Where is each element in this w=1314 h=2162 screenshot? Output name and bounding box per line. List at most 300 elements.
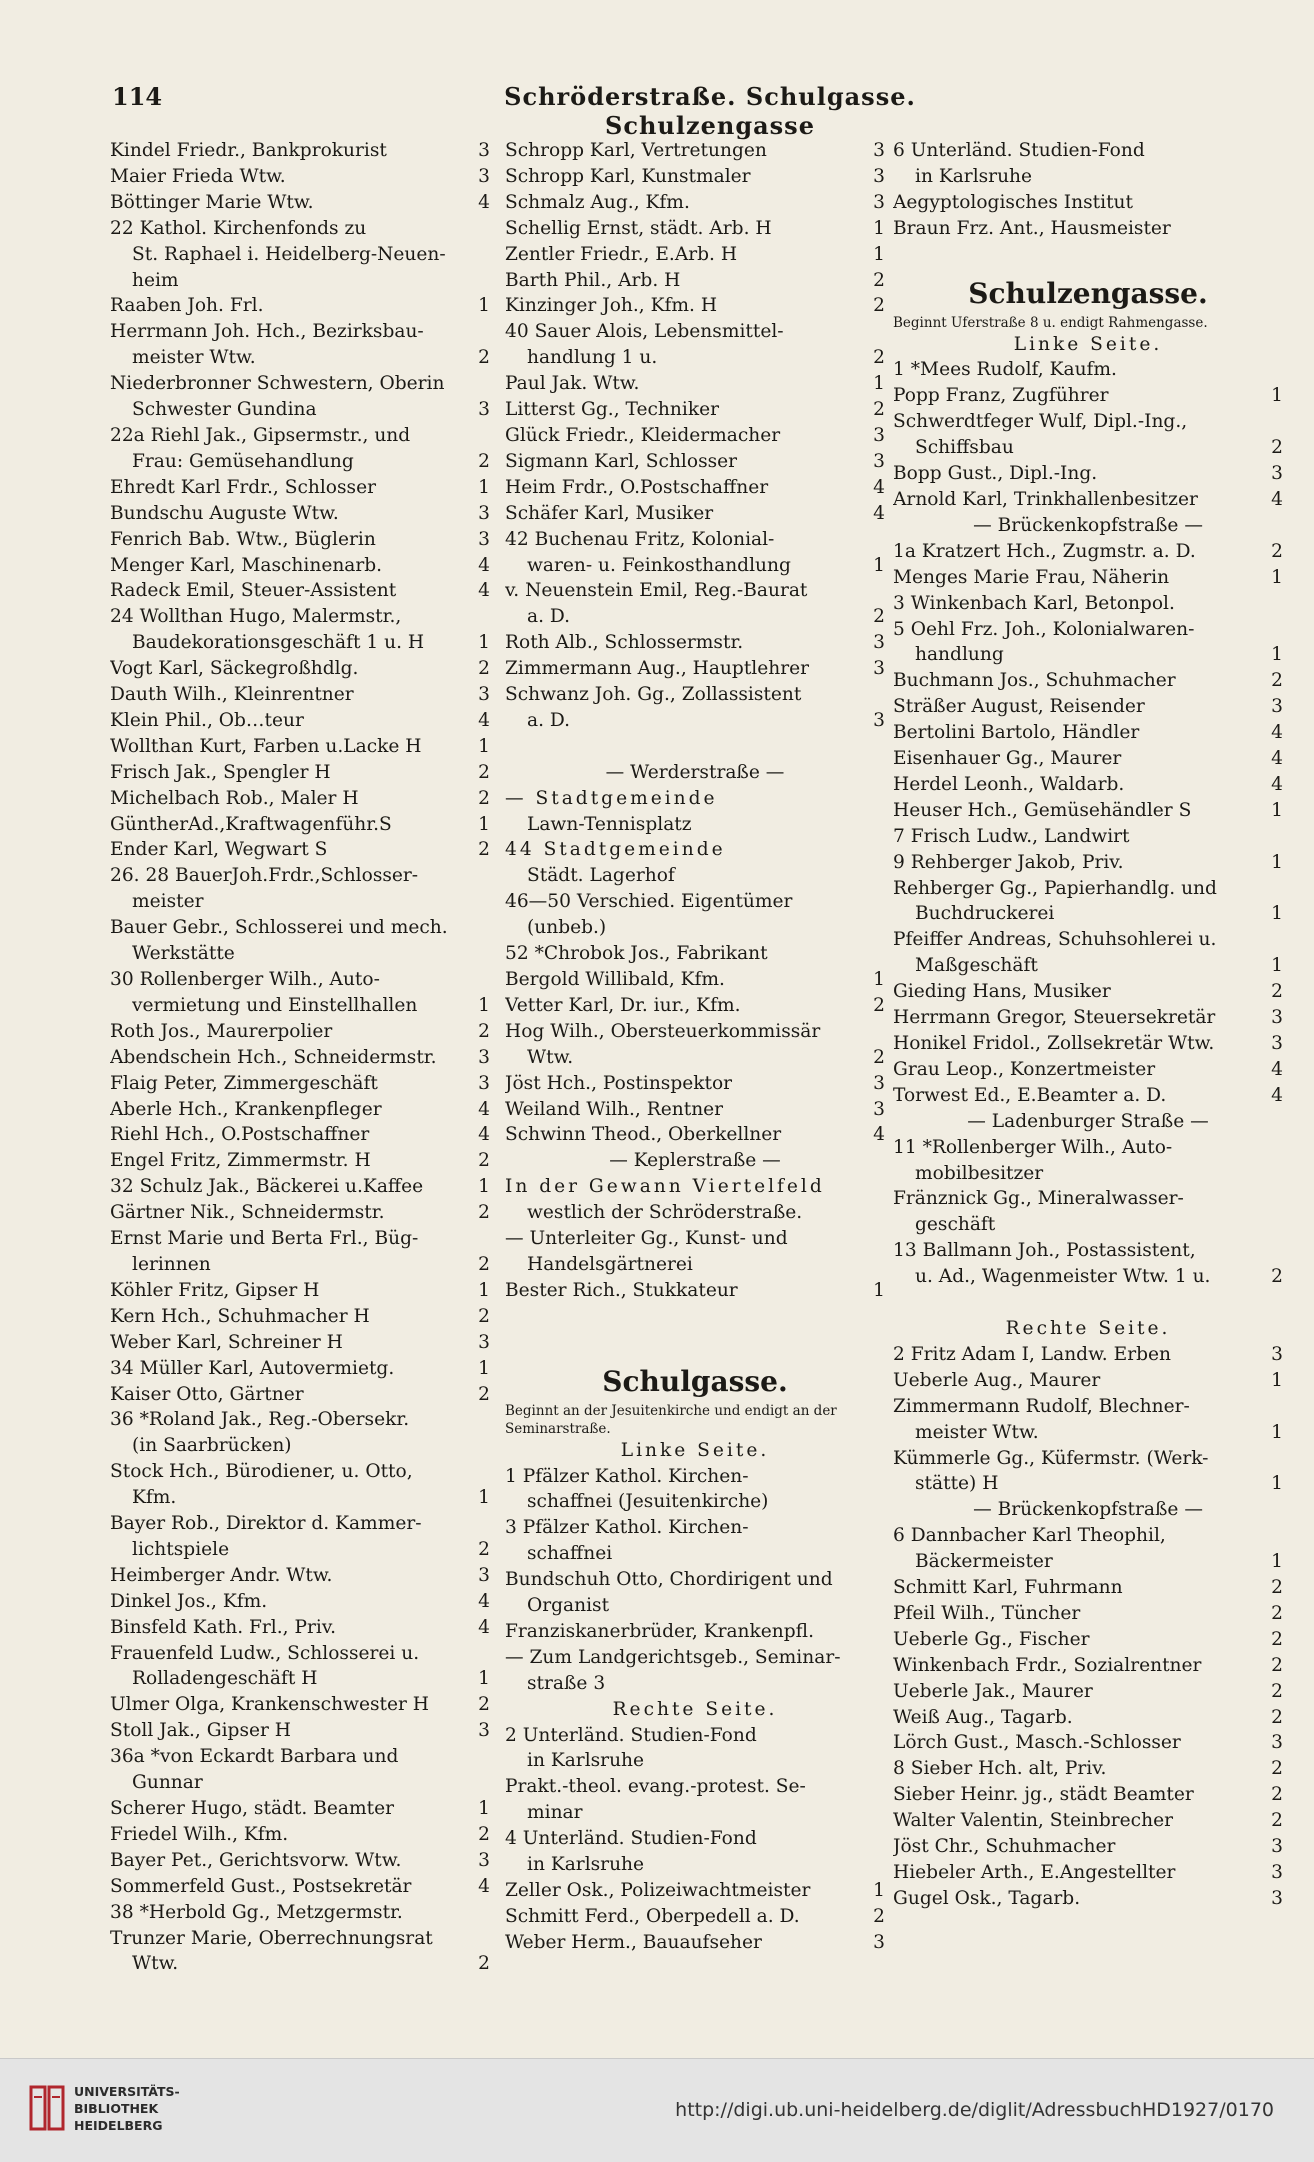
entry-text: 42 Buchenau Fritz, Kolonial-	[505, 528, 775, 550]
entry-text: Schwinn Theod., Oberkellner	[505, 1124, 782, 1146]
entry-text: Sieber Heinr. jg., städt Beamter	[893, 1784, 1194, 1806]
entry-text: 26. 28 BauerJoh.Frdr.,Schlosser-	[110, 865, 419, 887]
directory-line	[893, 1264, 1283, 1290]
directory-line	[110, 578, 490, 604]
floor-number: 1	[478, 1487, 490, 1509]
floor-number: 2	[1271, 1680, 1283, 1702]
directory-line	[110, 475, 490, 501]
floor-number	[871, 1593, 885, 1619]
entry-text: 52 *Chrobok Jos., Fabrikant	[505, 943, 768, 965]
entry-text: — Stadtgemeinde	[505, 787, 718, 809]
floor-number: 4	[478, 191, 490, 213]
directory-line	[893, 1005, 1283, 1031]
entry-text: Arnold Karl, Trinkhallenbesitzer	[893, 488, 1198, 510]
entry-text: Radeck Emil, Steuer-Assistent	[110, 580, 397, 602]
floor-number	[476, 863, 490, 889]
entry-text: vermietung und Einstellhallen	[132, 994, 418, 1016]
directory-line	[505, 1464, 885, 1490]
floor-number: 1	[478, 813, 490, 835]
floor-number	[1269, 1523, 1283, 1549]
entry-text: Bopp Gust., Dipl.-Ing.	[893, 463, 1098, 485]
directory-line	[505, 138, 885, 164]
directory-line	[505, 1097, 885, 1123]
directory-line	[110, 1433, 490, 1459]
entry-text: Kern Hch., Schuhmacher H	[110, 1305, 370, 1327]
entry-text: Heim Frdr., O.Postschaffner	[505, 476, 769, 498]
entry-text: In der Gewann Viertelfeld	[505, 1176, 825, 1198]
entry-text: Litterst Gg., Techniker	[505, 399, 719, 421]
entry-text: Dinkel Jos., Kfm.	[110, 1590, 268, 1612]
directory-line	[505, 708, 885, 734]
entry-text: Heimberger Andr. Wtw.	[110, 1564, 333, 1586]
entry-text: in Karlsruhe	[527, 1854, 645, 1876]
entry-text: Menges Marie Frau, Näherin	[893, 566, 1170, 588]
directory-line	[893, 1756, 1283, 1782]
directory-line	[893, 539, 1283, 565]
floor-number: 1	[478, 1668, 490, 1690]
entry-text: Bundschuh Otto, Chordirigent und	[505, 1569, 833, 1591]
directory-line	[505, 1904, 885, 1930]
floor-number	[1269, 824, 1283, 850]
floor-number	[1269, 876, 1283, 902]
floor-number	[1269, 1161, 1283, 1187]
floor-number: 3	[1271, 1007, 1283, 1029]
directory-line	[505, 190, 885, 216]
directory-line	[893, 1834, 1283, 1860]
directory-line	[893, 1186, 1283, 1212]
entry-text: 1a Kratzert Hch., Zugmstr. a. D.	[893, 540, 1196, 562]
entry-text: schaffnei	[527, 1543, 613, 1565]
floor-number	[871, 1515, 885, 1541]
floor-number: 2	[873, 1046, 885, 1068]
directory-line	[893, 1808, 1283, 1834]
directory-line	[505, 527, 885, 553]
entry-text: Herdel Leonh., Waldarb.	[893, 773, 1125, 795]
directory-line	[110, 1278, 490, 1304]
entry-text: — Brückenkopfstraße —	[973, 1499, 1203, 1521]
floor-number: 2	[478, 1020, 490, 1042]
directory-line	[110, 1356, 490, 1382]
directory-line	[893, 1290, 1283, 1316]
entry-text: 32 Schulz Jak., Bäckerei u.Kaffee	[110, 1176, 424, 1198]
floor-number: 1	[1271, 955, 1283, 977]
directory-line	[110, 1148, 490, 1174]
floor-number: 2	[1271, 540, 1283, 562]
directory-line	[505, 293, 885, 319]
directory-line	[893, 1446, 1283, 1472]
section-label	[505, 1438, 885, 1464]
floor-number	[1269, 409, 1283, 435]
floor-number	[1269, 927, 1283, 953]
directory-line	[110, 1045, 490, 1071]
floor-number: 1	[1271, 903, 1283, 925]
entry-text: 38 *Herbold Gg., Metzgermstr.	[110, 1901, 403, 1923]
floor-number: 2	[478, 1253, 490, 1275]
entry-text: Bertolini Bartolo, Händler	[893, 722, 1140, 744]
entry-text: 2 Unterländ. Studien-Fond	[505, 1724, 757, 1746]
directory-line	[505, 1826, 885, 1852]
directory-line	[505, 1402, 885, 1438]
directory-line	[110, 889, 490, 915]
floor-number	[476, 1641, 490, 1667]
floor-number: 3	[478, 165, 490, 187]
entry-text: handlung	[915, 644, 1004, 666]
floor-number	[1269, 1212, 1283, 1238]
floor-number: 2	[478, 1953, 490, 1975]
directory-line	[893, 1627, 1283, 1653]
floor-number: 3	[478, 1046, 490, 1068]
floor-number: 3	[478, 1331, 490, 1353]
directory-line	[893, 435, 1283, 461]
directory-line	[110, 371, 490, 397]
directory-line	[505, 397, 885, 423]
directory-line	[505, 1278, 885, 1304]
directory-line	[893, 1679, 1283, 1705]
library-book-icon	[28, 2083, 66, 2133]
floor-number: 3	[873, 140, 885, 161]
entry-text: westlich der Schröderstraße.	[527, 1202, 803, 1224]
floor-number: 1	[478, 994, 490, 1016]
floor-number: 2	[1271, 1577, 1283, 1599]
entry-text: 8 Sieber Hch. alt, Priv.	[893, 1758, 1107, 1780]
entry-text: Aegyptologisches Institut	[893, 191, 1133, 213]
floor-number	[476, 319, 490, 345]
directory-line	[893, 1601, 1283, 1627]
directory-line	[110, 1226, 490, 1252]
floor-number: 2	[1271, 1784, 1283, 1806]
floor-number	[871, 786, 885, 812]
street-heading	[893, 274, 1283, 314]
directory-line	[893, 1575, 1283, 1601]
entry-text: 11 *Rollenberger Wilh., Auto-	[893, 1136, 1173, 1158]
floor-number	[871, 1723, 885, 1749]
entry-text: Ueberle Aug., Maurer	[893, 1369, 1101, 1391]
floor-number: 4	[1271, 1058, 1283, 1080]
directory-line	[505, 1619, 885, 1645]
floor-number	[476, 216, 490, 242]
directory-line	[110, 527, 490, 553]
directory-line	[505, 604, 885, 630]
floor-number: 3	[478, 1849, 490, 1871]
floor-number	[871, 889, 885, 915]
entry-text: Kinzinger Joh., Kfm. H	[505, 295, 718, 317]
floor-number	[476, 1407, 490, 1433]
floor-number	[871, 1671, 885, 1697]
street-heading	[505, 1362, 885, 1402]
entry-text: Barth Phil., Arb. H	[505, 269, 681, 291]
directory-line	[893, 461, 1283, 487]
floor-number	[476, 1770, 490, 1796]
directory-line	[893, 565, 1283, 591]
floor-number: 3	[1271, 696, 1283, 718]
directory-line	[893, 772, 1283, 798]
entry-text: Weiland Wilh., Rentner	[505, 1098, 724, 1120]
directory-line	[110, 1718, 490, 1744]
floor-number	[871, 1645, 885, 1671]
logo-line: HEIDELBERG	[74, 2118, 163, 2133]
floor-number: 1	[873, 373, 885, 395]
floor-number: 1	[1271, 385, 1283, 407]
directory-line	[505, 993, 885, 1019]
entry-text: Pfeiffer Andreas, Schuhsohlerei u.	[893, 929, 1217, 951]
directory-line	[893, 1083, 1283, 1109]
floor-number	[476, 604, 490, 630]
directory-line	[505, 734, 885, 760]
directory-line	[110, 786, 490, 812]
entry-text: Gunnar	[132, 1772, 203, 1794]
floor-number	[1269, 138, 1283, 164]
directory-line	[893, 409, 1283, 435]
directory-line	[893, 746, 1283, 772]
entry-text: Heuser Hch., Gemüsehändler S	[893, 799, 1192, 821]
floor-number: 2	[478, 1538, 490, 1560]
entry-text: Rechte Seite.	[1005, 1317, 1171, 1339]
floor-number: 2	[478, 347, 490, 369]
floor-number	[871, 682, 885, 708]
floor-number: 2	[478, 1202, 490, 1224]
floor-number: 2	[1271, 1706, 1283, 1728]
floor-number: 4	[1271, 1084, 1283, 1106]
entry-text: Klein Phil., Ob…teur	[110, 709, 304, 731]
directory-line	[110, 1407, 490, 1433]
column-left	[110, 138, 490, 1977]
floor-number: 2	[478, 761, 490, 783]
entry-text: — Brückenkopfstraße —	[973, 514, 1203, 536]
floor-number: 2	[1271, 1602, 1283, 1624]
floor-number: 4	[478, 1875, 490, 1897]
floor-number: 2	[873, 399, 885, 421]
directory-line	[110, 863, 490, 889]
entry-text: Bundschu Auguste Wtw.	[110, 502, 339, 524]
entry-text: Friedel Wilh., Kfm.	[110, 1823, 289, 1845]
floor-number	[871, 1019, 885, 1045]
floor-number: 2	[478, 450, 490, 472]
floor-number: 4	[478, 1590, 490, 1612]
directory-line	[893, 1394, 1283, 1420]
directory-line	[505, 1723, 885, 1749]
directory-line	[893, 1523, 1283, 1549]
entry-text: Roth Alb., Schlossermstr.	[505, 632, 744, 654]
floor-number: 3	[478, 399, 490, 421]
floor-number	[871, 837, 885, 863]
directory-line	[505, 1330, 885, 1356]
entry-text: Braun Frz. Ant., Hausmeister	[893, 217, 1171, 239]
directory-line	[110, 553, 490, 579]
entry-text: Schmitt Karl, Fuhrmann	[893, 1577, 1123, 1599]
directory-line	[505, 1174, 885, 1200]
floor-number	[871, 1252, 885, 1278]
entry-text: Herrmann Joh. Hch., Bezirksbau-	[110, 321, 424, 343]
entry-text: Abendschein Hch., Schneidermstr.	[110, 1046, 437, 1068]
directory-line	[505, 1489, 885, 1515]
entry-text: meister	[132, 891, 204, 913]
entry-text: Frisch Jak., Spengler H	[110, 761, 331, 783]
entry-text: Rehberger Gg., Papierhandlg. und	[893, 877, 1217, 899]
entry-text: 1 Pfälzer Kathol. Kirchen-	[505, 1465, 749, 1487]
entry-text: Schulgasse.	[602, 1364, 788, 1398]
directory-line	[505, 863, 885, 889]
directory-line	[893, 850, 1283, 876]
entry-text: Bergold Willibald, Kfm.	[505, 969, 725, 990]
logo-line: UNIVERSITÄTS-	[74, 2084, 180, 2099]
entry-text: Flaig Peter, Zimmergeschäft	[110, 1072, 378, 1094]
entry-text: lichtspiele	[132, 1538, 230, 1560]
floor-number	[871, 1619, 885, 1645]
directory-line	[893, 383, 1283, 409]
directory-line	[505, 1200, 885, 1226]
directory-line	[110, 1744, 490, 1770]
entry-text: Weber Karl, Schreiner H	[110, 1331, 343, 1353]
floor-number: 3	[478, 502, 490, 524]
directory-line	[893, 694, 1283, 720]
entry-text: 22a Riehl Jak., Gipsermstr., und	[110, 424, 411, 446]
floor-number	[871, 1774, 885, 1800]
entry-text: 7 Frisch Ludw., Landwirt	[893, 825, 1130, 847]
floor-number: 1	[478, 1357, 490, 1379]
entry-text: minar	[527, 1802, 583, 1824]
entry-text: Maßgeschäft	[915, 955, 1038, 977]
entry-text: 36a *von Eckardt Barbara und	[110, 1746, 399, 1768]
floor-number: 2	[1271, 1266, 1283, 1288]
directory-line	[893, 1342, 1283, 1368]
directory-line	[893, 190, 1283, 216]
footer-bar	[0, 2058, 1314, 2162]
floor-number: 4	[478, 1098, 490, 1120]
directory-line	[110, 812, 490, 838]
entry-text: Bäckermeister	[915, 1551, 1053, 1573]
entry-text: Kümmerle Gg., Küfermstr. (Werk-	[893, 1447, 1209, 1469]
directory-line	[505, 915, 885, 941]
directory-line	[110, 1459, 490, 1485]
entry-text: Wtw.	[527, 1046, 574, 1068]
directory-line	[893, 1549, 1283, 1575]
floor-number	[476, 423, 490, 449]
directory-line	[110, 1615, 490, 1641]
floor-number: 2	[1271, 437, 1283, 459]
entry-text: 34 Müller Karl, Autovermietg.	[110, 1357, 395, 1379]
directory-line	[110, 1822, 490, 1848]
floor-number: 4	[1271, 773, 1283, 795]
entry-text: a. D.	[527, 606, 571, 628]
directory-line	[505, 1045, 885, 1071]
floor-number: 3	[478, 1072, 490, 1094]
entry-text: 3 Winkenbach Karl, Betonpol.	[893, 592, 1175, 614]
floor-number: 1	[1271, 1369, 1283, 1391]
entry-text: — Werderstraße —	[605, 761, 785, 783]
floor-number: 1	[1271, 851, 1283, 873]
floor-number: 2	[478, 658, 490, 680]
directory-line	[893, 901, 1283, 927]
floor-number	[476, 1900, 490, 1926]
entry-text: mobilbesitzer	[915, 1162, 1044, 1184]
floor-number	[476, 915, 490, 941]
directory-line	[505, 164, 885, 190]
entry-text: Schwerdtfeger Wulf, Dipl.-Ing.,	[893, 411, 1188, 433]
directory-line	[505, 1304, 885, 1330]
directory-line	[893, 1368, 1283, 1394]
entry-text: Ehredt Karl Frdr., Schlosser	[110, 476, 376, 498]
floor-number: 2	[1271, 1628, 1283, 1650]
floor-number: 2	[1271, 670, 1283, 692]
directory-line	[110, 1097, 490, 1123]
directory-line	[110, 1485, 490, 1511]
entry-text: meister Wtw.	[132, 347, 256, 369]
directory-line	[505, 242, 885, 268]
entry-text: Kaiser Otto, Gärtner	[110, 1383, 304, 1405]
entry-text: 1 *Mees Rudolf, Kaufm.	[893, 359, 1117, 381]
entry-text: Engel Fritz, Zimmermstr. H	[110, 1150, 371, 1172]
floor-number	[476, 1226, 490, 1252]
directory-line	[505, 449, 885, 475]
entry-text: Wtw.	[132, 1953, 179, 1975]
entry-text: Schwester Gundina	[132, 399, 317, 421]
running-title: Schröderstraße. Schulgasse. Schulzengasse	[504, 82, 916, 140]
directory-line	[505, 682, 885, 708]
directory-line	[505, 1645, 885, 1671]
directory-line	[110, 1951, 490, 1977]
entry-text: Dauth Wilh., Kleinrentner	[110, 684, 354, 706]
directory-line	[110, 1589, 490, 1615]
directory-line	[505, 1878, 885, 1904]
floor-number: 2	[873, 295, 885, 317]
directory-line	[110, 319, 490, 345]
floor-number	[476, 242, 490, 268]
entry-text: Linke Seite.	[620, 1439, 770, 1461]
directory-line	[505, 1593, 885, 1619]
directory-line	[110, 138, 490, 164]
floor-number: 3	[1271, 1862, 1283, 1883]
floor-number	[871, 527, 885, 553]
floor-number: 1	[478, 1176, 490, 1198]
section-label	[505, 760, 885, 786]
directory-line	[110, 501, 490, 527]
floor-number	[871, 1541, 885, 1567]
entry-text: heim	[132, 269, 179, 291]
directory-line	[893, 1161, 1283, 1187]
entry-text: — Unterleiter Gg., Kunst- und	[505, 1228, 788, 1250]
floor-number: 4	[478, 580, 490, 602]
entry-text: Pfeil Wilh., Tüncher	[893, 1602, 1081, 1624]
floor-number	[871, 1748, 885, 1774]
floor-number: 1	[1271, 1551, 1283, 1573]
entry-text: Zimmermann Rudolf, Blechner-	[893, 1395, 1190, 1417]
entry-text: Schropp Karl, Kunstmaler	[505, 165, 751, 187]
floor-number: 1	[1271, 644, 1283, 666]
directory-line	[110, 604, 490, 630]
directory-line	[505, 1774, 885, 1800]
floor-number	[871, 812, 885, 838]
floor-number: 3	[873, 632, 885, 654]
directory-line	[110, 1122, 490, 1148]
floor-number: 2	[873, 347, 885, 369]
floor-number: 1	[1271, 566, 1283, 588]
floor-number	[871, 1464, 885, 1490]
entry-text: Prakt.-theol. evang.-protest. Se-	[505, 1776, 806, 1798]
entry-text: geschäft	[915, 1214, 996, 1236]
directory-line	[893, 357, 1283, 383]
entry-text: 6 Dannbacher Karl Theophil,	[893, 1525, 1166, 1547]
floor-number	[1269, 591, 1283, 617]
floor-number	[1269, 1394, 1283, 1420]
source-url-link[interactable]: http://digi.ub.uni-heidelberg.de/diglit/AdressbuchHD1927/0170	[675, 2099, 1274, 2121]
entry-text: Popp Franz, Zugführer	[893, 385, 1109, 407]
entry-text: Böttinger Marie Wtw.	[110, 191, 314, 213]
directory-line	[893, 1420, 1283, 1446]
floor-number: 4	[873, 476, 885, 498]
directory-line	[893, 487, 1283, 513]
directory-line	[505, 1541, 885, 1567]
floor-number: 2	[873, 994, 885, 1016]
